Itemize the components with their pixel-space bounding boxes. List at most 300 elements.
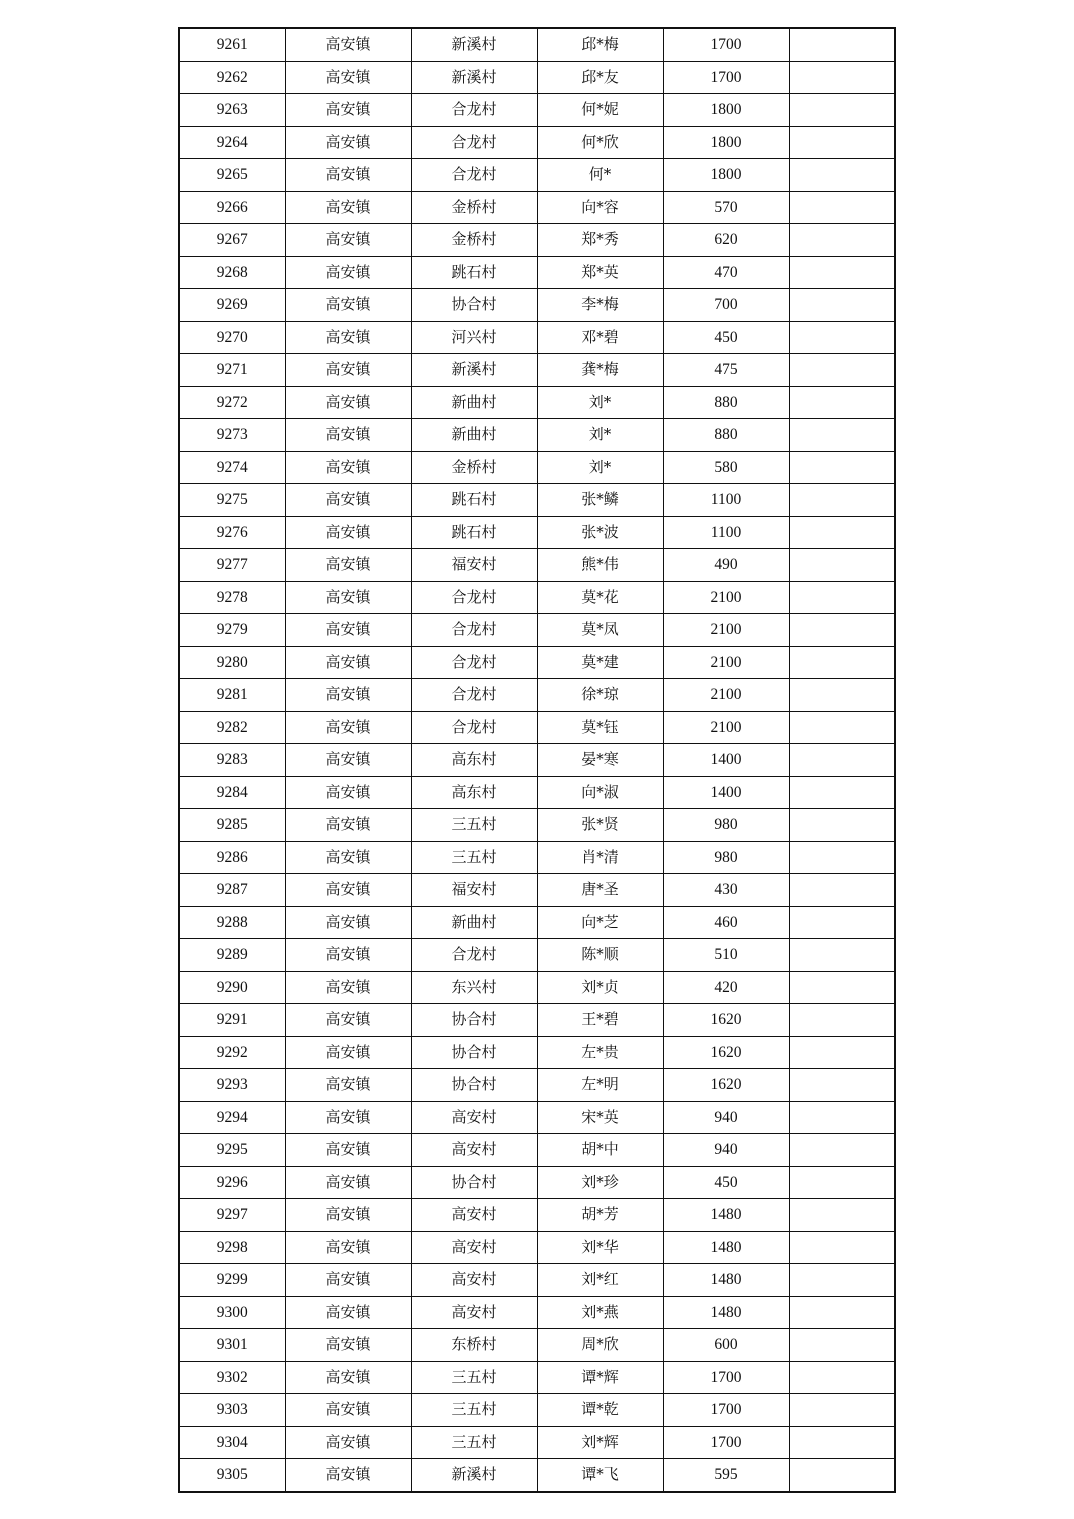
table-row [179,354,895,387]
township-cell: 高安镇 [285,386,411,419]
serial-number-cell: 9273 [179,419,285,452]
amount-cell: 1800 [663,159,789,192]
records-table [178,27,896,1493]
amount-cell: 2100 [663,581,789,614]
township-cell: 高安镇 [285,28,411,61]
village-cell: 新曲村 [411,386,537,419]
table-row [179,484,895,517]
township-cell: 高安镇 [285,1361,411,1394]
village-cell: 新曲村 [411,419,537,452]
serial-number-cell: 9280 [179,646,285,679]
name-cell: 左*贵 [537,1036,663,1069]
village-cell: 新溪村 [411,28,537,61]
remark-cell [789,874,895,907]
village-cell: 合龙村 [411,581,537,614]
table-row [179,126,895,159]
name-cell: 刘*珍 [537,1166,663,1199]
remark-cell [789,1231,895,1264]
serial-number-cell: 9281 [179,679,285,712]
village-cell: 高安村 [411,1231,537,1264]
serial-number-cell: 9261 [179,28,285,61]
amount-cell: 1400 [663,744,789,777]
township-cell: 高安镇 [285,1426,411,1459]
amount-cell: 490 [663,549,789,582]
table-row [179,971,895,1004]
amount-cell: 980 [663,841,789,874]
name-cell: 宋*英 [537,1101,663,1134]
township-cell: 高安镇 [285,679,411,712]
remark-cell [789,581,895,614]
serial-number-cell: 9301 [179,1329,285,1362]
serial-number-cell: 9303 [179,1394,285,1427]
village-cell: 三五村 [411,1394,537,1427]
records-table-body [179,28,895,1492]
township-cell: 高安镇 [285,874,411,907]
serial-number-cell: 9291 [179,1004,285,1037]
township-cell: 高安镇 [285,549,411,582]
name-cell: 刘* [537,451,663,484]
township-cell: 高安镇 [285,1231,411,1264]
name-cell: 王*碧 [537,1004,663,1037]
table-row [179,679,895,712]
table-row [179,321,895,354]
name-cell: 周*欣 [537,1329,663,1362]
name-cell: 陈*顺 [537,939,663,972]
name-cell: 莫*凤 [537,614,663,647]
amount-cell: 470 [663,256,789,289]
serial-number-cell: 9263 [179,94,285,127]
serial-number-cell: 9268 [179,256,285,289]
remark-cell [789,1361,895,1394]
serial-number-cell: 9305 [179,1459,285,1492]
serial-number-cell: 9265 [179,159,285,192]
amount-cell: 450 [663,1166,789,1199]
amount-cell: 1620 [663,1069,789,1102]
amount-cell: 1480 [663,1296,789,1329]
amount-cell: 570 [663,191,789,224]
township-cell: 高安镇 [285,94,411,127]
remark-cell [789,1296,895,1329]
township-cell: 高安镇 [285,1296,411,1329]
remark-cell [789,841,895,874]
remark-cell [789,549,895,582]
remark-cell [789,289,895,322]
village-cell: 金桥村 [411,451,537,484]
table-row [179,1231,895,1264]
amount-cell: 2100 [663,614,789,647]
village-cell: 高安村 [411,1296,537,1329]
name-cell: 谭*辉 [537,1361,663,1394]
township-cell: 高安镇 [285,1004,411,1037]
serial-number-cell: 9275 [179,484,285,517]
remark-cell [789,1459,895,1492]
table-row [179,1069,895,1102]
amount-cell: 510 [663,939,789,972]
remark-cell [789,1199,895,1232]
name-cell: 莫*钰 [537,711,663,744]
remark-cell [789,1329,895,1362]
name-cell: 莫*建 [537,646,663,679]
remark-cell [789,939,895,972]
table-row [179,841,895,874]
township-cell: 高安镇 [285,809,411,842]
remark-cell [789,1394,895,1427]
table-row [179,1101,895,1134]
table-row [179,516,895,549]
remark-cell [789,1069,895,1102]
table-row [179,1459,895,1492]
village-cell: 合龙村 [411,646,537,679]
table-row [179,874,895,907]
serial-number-cell: 9272 [179,386,285,419]
remark-cell [789,744,895,777]
village-cell: 合龙村 [411,126,537,159]
serial-number-cell: 9279 [179,614,285,647]
township-cell: 高安镇 [285,711,411,744]
amount-cell: 2100 [663,646,789,679]
name-cell: 唐*圣 [537,874,663,907]
village-cell: 三五村 [411,809,537,842]
township-cell: 高安镇 [285,744,411,777]
remark-cell [789,224,895,257]
serial-number-cell: 9283 [179,744,285,777]
name-cell: 何* [537,159,663,192]
township-cell: 高安镇 [285,614,411,647]
serial-number-cell: 9276 [179,516,285,549]
remark-cell [789,614,895,647]
name-cell: 熊*伟 [537,549,663,582]
amount-cell: 880 [663,386,789,419]
amount-cell: 1620 [663,1004,789,1037]
remark-cell [789,906,895,939]
amount-cell: 475 [663,354,789,387]
table-row [179,1199,895,1232]
serial-number-cell: 9266 [179,191,285,224]
table-row [179,906,895,939]
village-cell: 新溪村 [411,1459,537,1492]
serial-number-cell: 9292 [179,1036,285,1069]
name-cell: 郑*秀 [537,224,663,257]
serial-number-cell: 9278 [179,581,285,614]
amount-cell: 1480 [663,1264,789,1297]
township-cell: 高安镇 [285,1036,411,1069]
remark-cell [789,516,895,549]
amount-cell: 450 [663,321,789,354]
serial-number-cell: 9293 [179,1069,285,1102]
village-cell: 高东村 [411,744,537,777]
remark-cell [789,1134,895,1167]
serial-number-cell: 9270 [179,321,285,354]
remark-cell [789,159,895,192]
remark-cell [789,191,895,224]
name-cell: 刘*燕 [537,1296,663,1329]
amount-cell: 1100 [663,516,789,549]
township-cell: 高安镇 [285,354,411,387]
amount-cell: 595 [663,1459,789,1492]
village-cell: 河兴村 [411,321,537,354]
township-cell: 高安镇 [285,1459,411,1492]
name-cell: 刘*辉 [537,1426,663,1459]
remark-cell [789,1101,895,1134]
amount-cell: 940 [663,1101,789,1134]
table-row [179,1166,895,1199]
remark-cell [789,1004,895,1037]
village-cell: 协合村 [411,289,537,322]
serial-number-cell: 9304 [179,1426,285,1459]
remark-cell [789,679,895,712]
remark-cell [789,809,895,842]
name-cell: 胡*芳 [537,1199,663,1232]
township-cell: 高安镇 [285,1069,411,1102]
village-cell: 金桥村 [411,224,537,257]
remark-cell [789,484,895,517]
remark-cell [789,1036,895,1069]
serial-number-cell: 9287 [179,874,285,907]
name-cell: 向*容 [537,191,663,224]
table-row [179,191,895,224]
name-cell: 肖*清 [537,841,663,874]
serial-number-cell: 9298 [179,1231,285,1264]
township-cell: 高安镇 [285,1101,411,1134]
remark-cell [789,451,895,484]
amount-cell: 1100 [663,484,789,517]
township-cell: 高安镇 [285,1166,411,1199]
township-cell: 高安镇 [285,1134,411,1167]
amount-cell: 620 [663,224,789,257]
table-row [179,61,895,94]
amount-cell: 1480 [663,1199,789,1232]
name-cell: 张*鳞 [537,484,663,517]
remark-cell [789,256,895,289]
remark-cell [789,711,895,744]
serial-number-cell: 9296 [179,1166,285,1199]
amount-cell: 1800 [663,94,789,127]
township-cell: 高安镇 [285,939,411,972]
village-cell: 东桥村 [411,1329,537,1362]
township-cell: 高安镇 [285,516,411,549]
village-cell: 合龙村 [411,939,537,972]
township-cell: 高安镇 [285,256,411,289]
serial-number-cell: 9267 [179,224,285,257]
table-row [179,224,895,257]
village-cell: 高安村 [411,1264,537,1297]
table-row [179,28,895,61]
village-cell: 协合村 [411,1166,537,1199]
village-cell: 三五村 [411,1426,537,1459]
township-cell: 高安镇 [285,581,411,614]
remark-cell [789,1426,895,1459]
name-cell: 邱*梅 [537,28,663,61]
name-cell: 左*明 [537,1069,663,1102]
remark-cell [789,1264,895,1297]
village-cell: 福安村 [411,874,537,907]
serial-number-cell: 9269 [179,289,285,322]
serial-number-cell: 9286 [179,841,285,874]
serial-number-cell: 9282 [179,711,285,744]
village-cell: 金桥村 [411,191,537,224]
township-cell: 高安镇 [285,289,411,322]
township-cell: 高安镇 [285,484,411,517]
table-row [179,1264,895,1297]
remark-cell [789,94,895,127]
serial-number-cell: 9297 [179,1199,285,1232]
amount-cell: 2100 [663,711,789,744]
name-cell: 刘*华 [537,1231,663,1264]
table-row [179,1361,895,1394]
remark-cell [789,28,895,61]
table-row [179,809,895,842]
amount-cell: 600 [663,1329,789,1362]
table-row [179,419,895,452]
remark-cell [789,61,895,94]
amount-cell: 1400 [663,776,789,809]
amount-cell: 2100 [663,679,789,712]
village-cell: 福安村 [411,549,537,582]
remark-cell [789,1166,895,1199]
serial-number-cell: 9295 [179,1134,285,1167]
township-cell: 高安镇 [285,126,411,159]
serial-number-cell: 9262 [179,61,285,94]
name-cell: 郑*英 [537,256,663,289]
name-cell: 邱*友 [537,61,663,94]
village-cell: 新溪村 [411,354,537,387]
remark-cell [789,321,895,354]
name-cell: 莫*花 [537,581,663,614]
township-cell: 高安镇 [285,1264,411,1297]
table-row [179,256,895,289]
amount-cell: 1700 [663,61,789,94]
table-row [179,1036,895,1069]
name-cell: 向*淑 [537,776,663,809]
name-cell: 向*芝 [537,906,663,939]
village-cell: 新溪村 [411,61,537,94]
serial-number-cell: 9288 [179,906,285,939]
serial-number-cell: 9277 [179,549,285,582]
name-cell: 谭*飞 [537,1459,663,1492]
remark-cell [789,419,895,452]
serial-number-cell: 9294 [179,1101,285,1134]
amount-cell: 420 [663,971,789,1004]
township-cell: 高安镇 [285,841,411,874]
table-row [179,1394,895,1427]
table-row [179,1426,895,1459]
name-cell: 刘*红 [537,1264,663,1297]
township-cell: 高安镇 [285,419,411,452]
remark-cell [789,386,895,419]
village-cell: 协合村 [411,1004,537,1037]
township-cell: 高安镇 [285,906,411,939]
township-cell: 高安镇 [285,971,411,1004]
table-row [179,1296,895,1329]
village-cell: 协合村 [411,1069,537,1102]
name-cell: 邓*碧 [537,321,663,354]
remark-cell [789,354,895,387]
village-cell: 跳石村 [411,484,537,517]
remark-cell [789,776,895,809]
name-cell: 刘* [537,386,663,419]
amount-cell: 1700 [663,28,789,61]
serial-number-cell: 9290 [179,971,285,1004]
village-cell: 东兴村 [411,971,537,1004]
name-cell: 张*波 [537,516,663,549]
township-cell: 高安镇 [285,451,411,484]
serial-number-cell: 9264 [179,126,285,159]
name-cell: 何*妮 [537,94,663,127]
amount-cell: 1700 [663,1361,789,1394]
serial-number-cell: 9285 [179,809,285,842]
serial-number-cell: 9302 [179,1361,285,1394]
table-row [179,549,895,582]
village-cell: 合龙村 [411,711,537,744]
amount-cell: 1800 [663,126,789,159]
table-row [179,646,895,679]
township-cell: 高安镇 [285,224,411,257]
serial-number-cell: 9271 [179,354,285,387]
township-cell: 高安镇 [285,776,411,809]
table-row [179,776,895,809]
amount-cell: 700 [663,289,789,322]
table-row [179,451,895,484]
table-row [179,581,895,614]
township-cell: 高安镇 [285,646,411,679]
village-cell: 高安村 [411,1101,537,1134]
township-cell: 高安镇 [285,1199,411,1232]
amount-cell: 430 [663,874,789,907]
name-cell: 何*欣 [537,126,663,159]
village-cell: 合龙村 [411,94,537,127]
village-cell: 三五村 [411,841,537,874]
table-row [179,1004,895,1037]
amount-cell: 580 [663,451,789,484]
name-cell: 李*梅 [537,289,663,322]
township-cell: 高安镇 [285,1394,411,1427]
remark-cell [789,971,895,1004]
village-cell: 跳石村 [411,256,537,289]
table-row [179,159,895,192]
village-cell: 高东村 [411,776,537,809]
amount-cell: 1700 [663,1426,789,1459]
village-cell: 三五村 [411,1361,537,1394]
amount-cell: 1620 [663,1036,789,1069]
village-cell: 高安村 [411,1199,537,1232]
name-cell: 刘*贞 [537,971,663,1004]
serial-number-cell: 9274 [179,451,285,484]
name-cell: 刘* [537,419,663,452]
name-cell: 龚*梅 [537,354,663,387]
township-cell: 高安镇 [285,61,411,94]
village-cell: 合龙村 [411,159,537,192]
village-cell: 高安村 [411,1134,537,1167]
table-row [179,386,895,419]
serial-number-cell: 9300 [179,1296,285,1329]
amount-cell: 880 [663,419,789,452]
name-cell: 晏*寒 [537,744,663,777]
village-cell: 协合村 [411,1036,537,1069]
amount-cell: 980 [663,809,789,842]
amount-cell: 460 [663,906,789,939]
township-cell: 高安镇 [285,191,411,224]
table-row [179,744,895,777]
name-cell: 胡*中 [537,1134,663,1167]
village-cell: 合龙村 [411,614,537,647]
village-cell: 新曲村 [411,906,537,939]
table-row [179,1134,895,1167]
village-cell: 跳石村 [411,516,537,549]
township-cell: 高安镇 [285,321,411,354]
table-row [179,711,895,744]
amount-cell: 940 [663,1134,789,1167]
remark-cell [789,126,895,159]
